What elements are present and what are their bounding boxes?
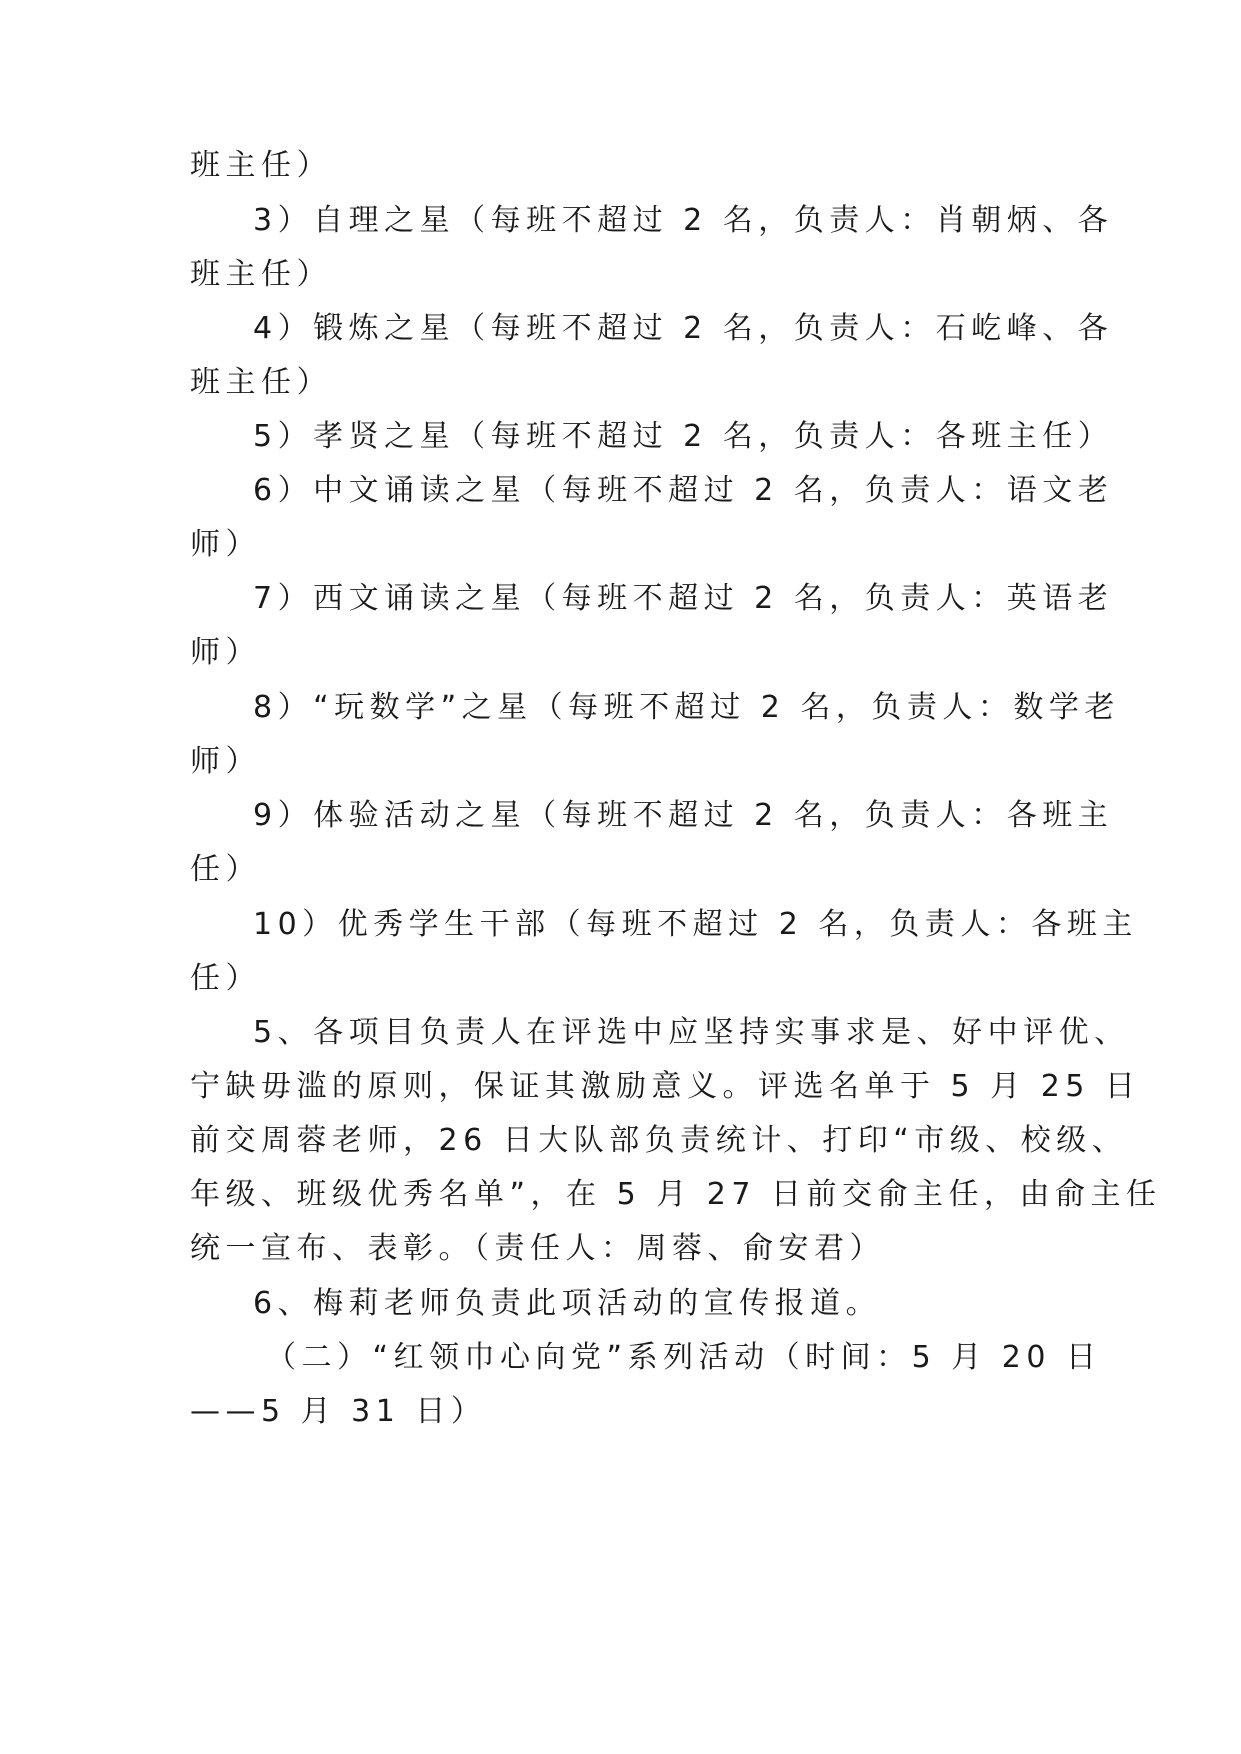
text-line: 9）体验活动之星（每班不超过 2 名，负责人：各班主 bbox=[253, 798, 1114, 833]
text-line: 班主任） bbox=[190, 365, 332, 400]
text-line: ——5 月 31 日） bbox=[190, 1394, 487, 1429]
text-line: 3）自理之星（每班不超过 2 名，负责人：肖朝炳、各 bbox=[253, 203, 1114, 238]
text-line: 年级、班级优秀名单”，在 5 月 27 日前交俞主任，由俞主任 bbox=[190, 1177, 1162, 1212]
text-line: 7）西文诵读之星（每班不超过 2 名，负责人：英语老 bbox=[253, 581, 1114, 616]
text-line: 班主任） bbox=[190, 148, 332, 183]
text-line: 4）锻炼之星（每班不超过 2 名，负责人：石屹峰、各 bbox=[253, 311, 1114, 346]
text-line: 师） bbox=[190, 635, 261, 670]
text-line: 前交周蓉老师，26 日大队部负责统计、打印“市级、校级、 bbox=[190, 1123, 1128, 1158]
text-line: 任） bbox=[190, 961, 261, 996]
section-heading: （二）“红领巾心向党”系列活动（时间：5 月 20 日 bbox=[266, 1340, 1102, 1375]
text-line: 5）孝贤之星（每班不超过 2 名，负责人：各班主任） bbox=[253, 419, 1114, 454]
text-line: 6）中文诵读之星（每班不超过 2 名，负责人：语文老 bbox=[253, 473, 1114, 508]
text-line: 班主任） bbox=[190, 257, 332, 292]
text-line: 5、各项目负责人在评选中应坚持实事求是、好中评优、 bbox=[253, 1015, 1130, 1050]
text-line: 师） bbox=[190, 527, 261, 562]
text-line: 统一宣布、表彰。（责任人：周蓉、俞安君） bbox=[190, 1231, 885, 1266]
text-line: 师） bbox=[190, 744, 261, 779]
text-line: 8）“玩数学”之星（每班不超过 2 名，负责人：数学老 bbox=[253, 690, 1120, 725]
text-line: 任） bbox=[190, 852, 261, 887]
text-line: 10）优秀学生干部（每班不超过 2 名，负责人：各班主 bbox=[253, 907, 1138, 942]
text-line: 宁缺毋滥的原则，保证其激励意义。评选名单于 5 月 25 日 bbox=[190, 1069, 1141, 1104]
text-line: 6、梅莉老师负责此项活动的宣传报道。 bbox=[253, 1286, 882, 1321]
